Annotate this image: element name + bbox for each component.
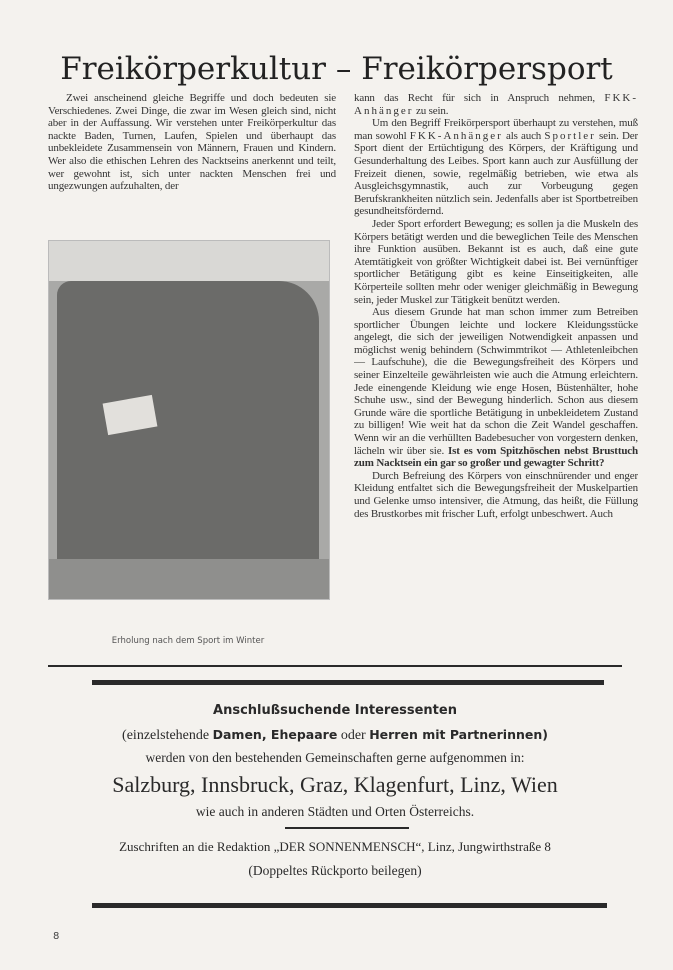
- ad-mid-rule: [285, 827, 409, 829]
- text-bold: Ist es vom Spitzhöschen nebst Brusttuch zum Nacktsein ein gar so großer und gewagter Schritt?: [354, 444, 638, 470]
- photo-caption: Erholung nach dem Sport im Winter: [111, 636, 265, 646]
- photo-blanket: [57, 281, 319, 597]
- paragraph: Zwei anscheinend gleiche Begriffe und doch bedeuten sie Verschiedenes. Zwei Dinge, die zwar im Wesen gleich sind, nicht aber in der Auffassung. Wir verstehen unter Freikörperkultur das nackte Baden, Turnen, Laufen, Spielen und überhaupt das unbekleidete Zusammensein von Männern, Frauen und Kindern. Wer also die ethischen Lehren des Nacktseins anerkennt und teilt, wer gewohnt ist, sich unter nackten Menschen frei und ungezwungen aufzuhalten, der: [48, 92, 336, 193]
- ad-text: werden von den bestehenden Gemeinschaften gerne aufgenommen in:: [145, 750, 525, 765]
- photo-background: [49, 241, 329, 281]
- paragraph: Jeder Sport erfordert Bewegung; es sollen ja die Muskeln des Körpers betätigt werden und die beweglichen Teile des Menschen ihre Funktion ausüben. Bekannt ist es auch, daß eine gute Atemtätigkeit von größter Wichtigkeit dabei ist. Bei vernünftiger sportlicher Betätigung gibt es keine Einseitigkeiten, alle Körperteile sollten mehr oder weniger gleichmäßig in Bewegung sein, jeder Muskel zur Tätigkeit benützt werden.: [354, 217, 638, 306]
- text-run: Aus diesem Grunde hat man schon immer zum Betreiben sportlicher Übungen leichte und lockere Kleidungsstücke angelegt, die sich der jeweiligen Notwendigkeit anpassen und möglichst wenig behindern (Schwimmtrikot — Athletenleibchen — Laufschuhe), die die Bewegungsfreiheit des Körpers und seiner Einzelteile gewährleisten wie auch die Atmung erleichtern. Jede einengende Kleidung wie enge Hosen, Büstenhälter, hohe Schuhe usw., sind der Bewegung hinderlich. Schon aus diesem Grunde wäre die sportliche Betätigung in unbekleidetem Zustand zu billigen! Wie weit hat da schon die Zeit Wandel geschaffen. Wenn wir an die verhüllten Badebesucher von vorgestern denken, lächeln wir über sie.: [354, 306, 638, 457]
- text-bold: Damen, Ehepaare: [212, 727, 338, 742]
- paragraph: [354, 92, 638, 117]
- paragraph: Durch Befreiung des Körpers von einschnürender und enger Kleidung entfaltet sich die Bewegungsfreiheit der Muskelpartien und Gelenke umso intensiver, die Atmung, das heißt, die Füllung des Brustkorbes mit frischer Luft, erfolgt unbeschwert. Auch: [354, 469, 638, 520]
- text-run: als auch: [506, 129, 542, 142]
- article-title: Freikörperkultur – Freikörpersport: [60, 51, 613, 87]
- photo-floor: [49, 559, 329, 599]
- ad-cities: Salzburg, Innsbruck, Graz, Klagenfurt, Linz, Wien: [112, 772, 558, 797]
- ad-text: wie auch in anderen Städten und Orten Österreichs.: [195, 804, 475, 819]
- ad-contact: Zuschriften an die Redaktion „DER SONNENMENSCH“, Linz, Jungwirthstraße 8: [119, 839, 551, 854]
- ad-subheading: [48, 725, 622, 745]
- article-right-column: [354, 92, 638, 658]
- text-spaced: FKK-Anhänger: [354, 92, 638, 117]
- text-run: Um den Begriff Freikörpersport überhaupt zu verstehen, muß man sowohl: [354, 117, 638, 142]
- text-spaced: Sportler: [544, 129, 596, 142]
- text-run: (einzelstehende: [122, 728, 210, 743]
- text-run: zu sein.: [415, 104, 449, 117]
- ad-heading: Anschlußsuchende Interessenten: [213, 703, 457, 718]
- article-photo: [48, 240, 330, 600]
- divider: [48, 665, 622, 667]
- text-run: oder: [340, 728, 366, 743]
- paragraph: [354, 117, 638, 218]
- ad-bottom-rule: [92, 903, 607, 908]
- text-spaced: FKK-Anhänger: [409, 129, 503, 142]
- text-bold: Herren mit Partnerinnen): [369, 727, 548, 742]
- ad-note: (Doppeltes Rückporto beilegen): [248, 863, 422, 878]
- page-number: 8: [53, 931, 60, 942]
- ad-top-rule: [92, 680, 604, 685]
- text-run: kann das Recht für sich in Anspruch nehmen,: [354, 92, 595, 104]
- text-run: sein. Der Sport dient der Ertüchtigung des Körpers, der Kräftigung und Gesunderhaltung des Leibes. Sport kann auch zur Ausfüllung der Freizeit dienen, sowie, regelmäßig betrieben, wie etwa als Ausgleichsgymnastik, auch zur Vorbeugung gegen Berufskrankheiten nützlich sein. Jedenfalls aber ist Sportbetreiben gesundheitsfördernd.: [354, 129, 638, 218]
- article-left-column: [48, 92, 336, 230]
- paragraph: [354, 306, 638, 470]
